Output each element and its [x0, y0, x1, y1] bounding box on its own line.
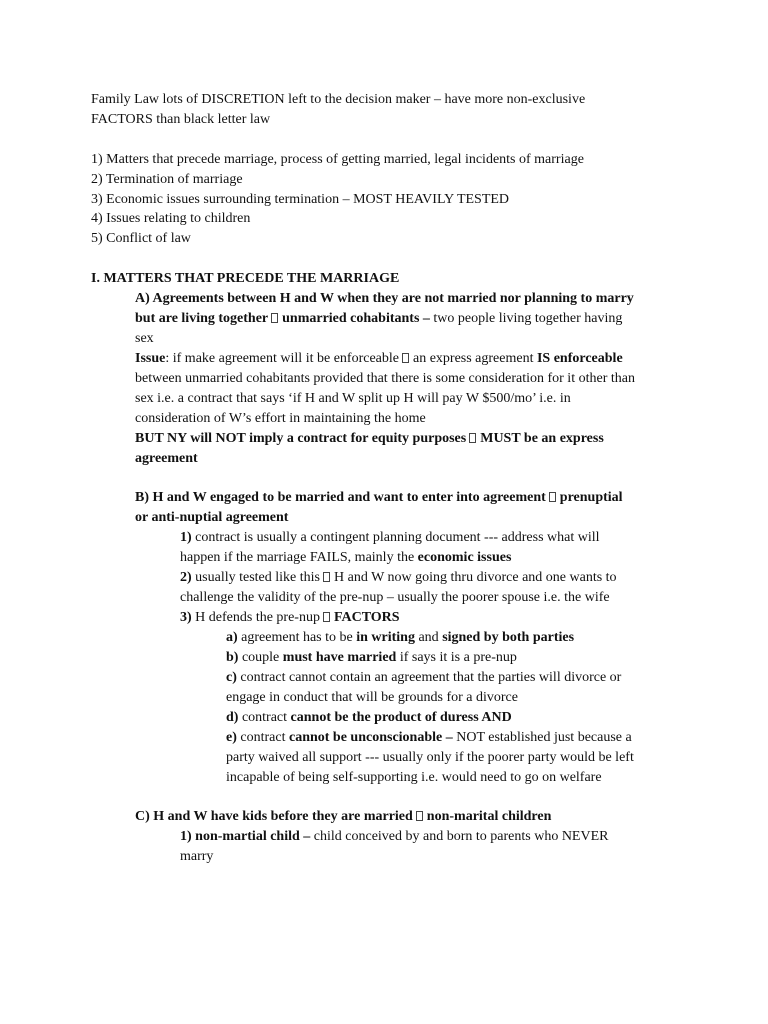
factor-a: [226, 628, 574, 648]
text-bold: C) H and W have kids before they are married: [135, 809, 413, 824]
b-point-3: [180, 608, 400, 628]
text-bold: non-marital children: [426, 809, 552, 824]
issue-line: [135, 349, 623, 369]
text-bold: IS enforceable: [536, 351, 623, 366]
point-number: 1): [180, 530, 192, 545]
subsection-b-heading-line-2: or anti-nuptial agreement: [135, 510, 289, 525]
text: two people living together having: [429, 311, 623, 326]
arrow-icon: [469, 433, 476, 443]
text-bold: cannot be the product of duress AND: [290, 710, 512, 725]
subsection-a-line-5: between unmarried cohabitants provided that there is some consideration for it other than: [135, 371, 635, 386]
text: contract: [238, 710, 291, 725]
topic-item-4: 4) Issues relating to children: [91, 211, 251, 226]
text: an express agreement: [412, 351, 537, 366]
intro-line-1: Family Law lots of DISCRETION left to the decision maker – have more non-exclusive: [91, 92, 586, 107]
text-bold: signed by both parties: [442, 630, 575, 645]
text: and: [414, 630, 443, 645]
section-heading: I. MATTERS THAT PRECEDE THE MARRIAGE: [91, 271, 400, 286]
subsection-c-heading: [135, 807, 551, 827]
text-bold: FACTORS: [333, 610, 400, 625]
text-bold: MUST be an express: [480, 431, 604, 446]
topic-item-5: 5) Conflict of law: [91, 231, 191, 246]
subsection-a-line-9: agreement: [135, 451, 198, 466]
text: happen if the marriage FAILS, mainly the: [180, 550, 418, 565]
arrow-icon: [271, 313, 278, 323]
subsection-a-line-6: sex i.e. a contract that says ‘if H and W split up H will pay W $500/mo’ i.e. in: [135, 391, 571, 406]
c-point-1-line-2: marry: [180, 849, 214, 864]
b-point-1-line-2: [180, 548, 511, 568]
factor-d: [226, 708, 512, 728]
topic-item-3: 3) Economic issues surrounding termination – MOST HEAVILY TESTED: [91, 192, 510, 207]
factor-label: d): [226, 710, 239, 725]
text: agreement has to be: [237, 630, 357, 645]
factor-b: [226, 648, 517, 668]
c-point-1: [180, 827, 609, 847]
text-bold: economic issues: [417, 550, 512, 565]
b-point-2-line-2: challenge the validity of the pre-nup – usually the poorer spouse i.e. the wife: [180, 590, 610, 605]
arrow-icon: [323, 572, 330, 582]
factor-c: [226, 668, 621, 688]
subsection-a-heading: A) Agreements between H and W when they are not married nor planning to marry: [135, 291, 634, 306]
subsection-a-line-2: [135, 309, 622, 329]
text: H defends the pre-nup: [191, 610, 320, 625]
subsection-a-line-8: [135, 429, 604, 449]
text: usually tested like this: [191, 570, 320, 585]
text: contract cannot contain an agreement that the parties will divorce or: [236, 670, 622, 685]
b-point-1: [180, 528, 600, 548]
text: H and W now going thru divorce and one wants to: [334, 570, 617, 585]
subsection-a-line-7: consideration of W’s effort in maintaining the home: [135, 411, 426, 426]
factor-e: [226, 728, 632, 748]
point-number: 2): [180, 570, 192, 585]
issue-label: Issue: [135, 351, 166, 366]
text-bold: prenuptial: [559, 490, 623, 505]
text: if says it is a pre-nup: [396, 650, 517, 665]
text: child conceived by and born to parents who NEVER: [310, 829, 609, 844]
text: contract is usually a contingent planning document --- address what will: [191, 530, 600, 545]
factor-label: c): [226, 670, 237, 685]
text: couple: [238, 650, 283, 665]
text: contract: [236, 730, 289, 745]
text-bold: but are living together: [135, 311, 269, 326]
factor-label: a): [226, 630, 238, 645]
intro-line-2: FACTORS than black letter law: [91, 112, 271, 127]
arrow-icon: [549, 492, 556, 502]
text-bold: in writing: [356, 630, 415, 645]
topic-item-1: 1) Matters that precede marriage, process of getting married, legal incidents of marriage: [91, 152, 584, 167]
arrow-icon: [323, 612, 330, 622]
text: : if make agreement will it be enforceable: [165, 351, 399, 366]
text-bold: unmarried cohabitants –: [282, 311, 430, 326]
subsection-b-heading: [135, 488, 623, 508]
factor-e-line-2: party waived all support --- usually only if the poorer party would be left: [226, 750, 634, 765]
factor-label: e): [226, 730, 237, 745]
text-bold: cannot be unconscionable –: [288, 730, 453, 745]
factor-label: b): [226, 650, 239, 665]
arrow-icon: [416, 811, 423, 821]
text-bold: B) H and W engaged to be married and want to enter into agreement: [135, 490, 546, 505]
text-bold: BUT NY will NOT imply a contract for equity purposes: [135, 431, 467, 446]
text: NOT established just because a: [452, 730, 632, 745]
text-bold: 1) non-martial child –: [180, 829, 311, 844]
topic-item-2: 2) Termination of marriage: [91, 172, 243, 187]
point-number: 3): [180, 610, 192, 625]
b-point-2: [180, 568, 617, 588]
subsection-a-line-3: sex: [135, 331, 154, 346]
factor-c-line-2: engage in conduct that will be grounds for a divorce: [226, 690, 518, 705]
factor-e-line-3: incapable of being self-supporting i.e. would need to go on welfare: [226, 770, 602, 785]
arrow-icon: [402, 353, 409, 363]
text-bold: must have married: [282, 650, 397, 665]
